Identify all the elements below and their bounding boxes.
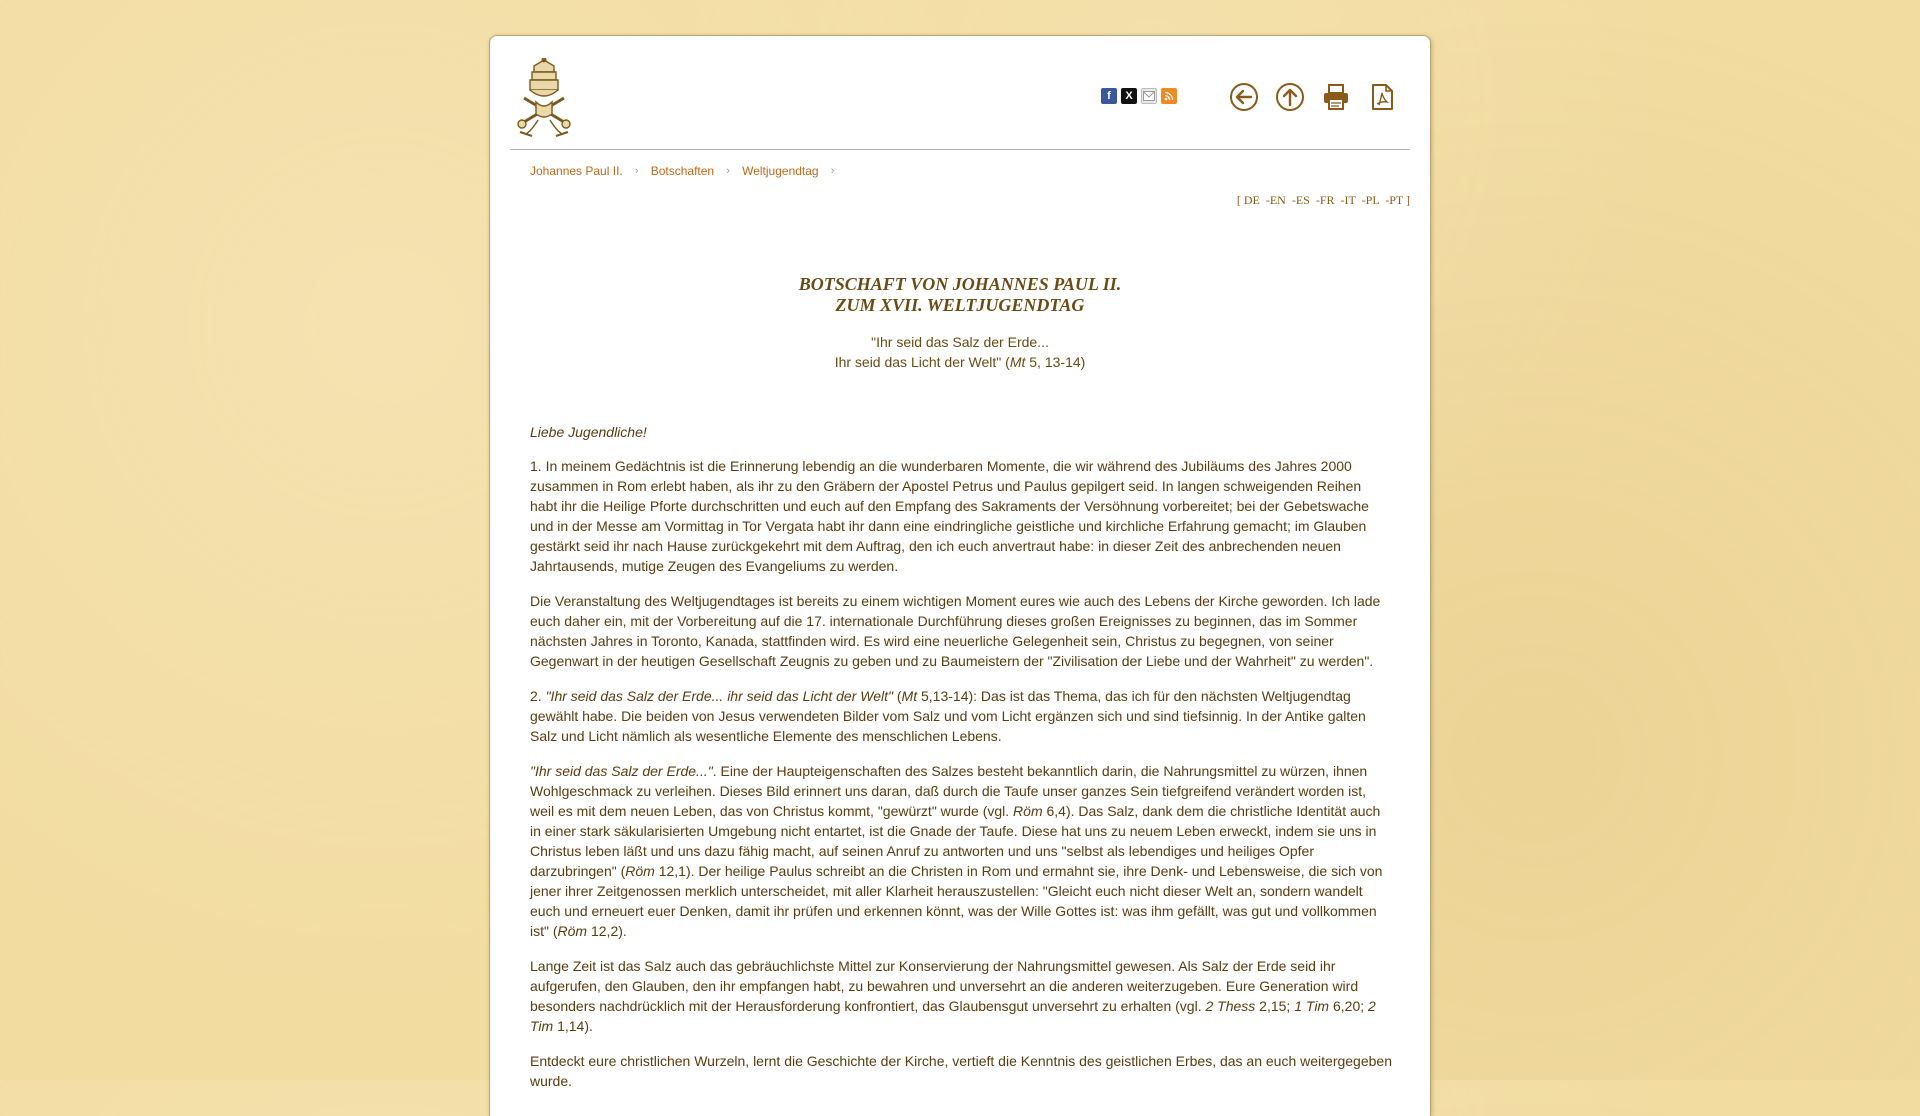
breadcrumb xyxy=(530,164,847,178)
language-es[interactable]: ES xyxy=(1295,193,1310,207)
quote: "Ihr seid das Salz der Erde..." xyxy=(530,763,713,779)
up-arrow-icon[interactable] xyxy=(1274,81,1306,113)
page-container xyxy=(489,35,1431,1116)
paragraph-2: Die Veranstaltung des Weltjugendtages ist bereits zu einem wichtigen Moment eures wie auch des Lebens der Kirche geworden. Ich lade euch daher ein, mit der Vorbereitung auf die 17. internationale Durchführung dieses großen Ereignisses zu beginnen, das im Sommer nächsten Jahres in Toronto, Kanada, stattfinden wird. Es wird eine neuerliche Gelegenheit sein, Christus zu begegnen, von seiner Gegenwart in der heutigen Gesellschaft Zeugnis zu geben und zu Baumeistern der "Zivilisation der Liebe und der Wahrheit" zu werden". xyxy=(530,593,1381,669)
scripture-ref: 2 Tim xyxy=(530,998,1376,1034)
scripture-ref: 1 Tim xyxy=(1294,998,1330,1014)
scripture-ref: Röm xyxy=(557,923,588,939)
x-twitter-icon[interactable]: X xyxy=(1121,88,1137,104)
papal-coat-of-arms-logo[interactable] xyxy=(512,58,576,138)
language-de[interactable]: DE xyxy=(1243,193,1260,207)
scripture-ref: 2 Thess xyxy=(1205,998,1256,1014)
share-icons xyxy=(1101,88,1177,104)
facebook-icon[interactable]: f xyxy=(1101,88,1117,104)
document-body xyxy=(530,422,1392,1106)
paragraph-number: 2. xyxy=(530,688,546,704)
paragraph-1: 1. In meinem Gedächtnis ist die Erinnerung lebendig an die wunderbaren Momente, die wir während des Jubiläums des Jahres 2000 zusammen in Rom erlebt haben, als ihr zu den Gräbern der Apostel Petrus und Paulus gepilgert seid. In langen schweigenden Reihen habt ihr die Heilige Pforte durchschritten und euch auf den Empfang des Sakraments der Versöhnung vorbereitet; bei der Gebetswache und in der Messe am Vormittag in Tor Vergata habt ihr dann eine eindringliche geistliche und kirchliche Erfahrung gemacht; im Glauben gestärkt seid ihr nach Hause zurückgekehrt mit dem Auftrag, den ich euch anvertraut habe: in dieser Zeit des anbrechenden neuen Jahrtausends, mutige Zeugen des Evangeliums zu werden. xyxy=(530,458,1369,574)
header-divider xyxy=(510,149,1410,150)
text-run: Lange Zeit ist das Salz auch das gebräuchlichste Mittel zur Konservierung der Nahrungsmittel gewesen. Als Salz der Erde seid ihr aufgerufen, den Glauben, den ihr empfangen habt, zu bewahren und unversehrt an die anderen weiterzugeben. Eure Generation wird besonders nachdrücklich mit der Herausforderung konfrontiert, das Glaubensgut unversehrt zu erhalten (vgl. xyxy=(530,958,1359,1014)
subtitle-text: Ihr seid das Licht der Welt" ( xyxy=(834,354,1010,370)
breadcrumb-item-johannes-paul[interactable]: Johannes Paul II. xyxy=(530,164,623,178)
document-title xyxy=(490,274,1430,316)
quote: "Ihr seid das Salz der Erde... ihr seid das Licht der Welt" xyxy=(545,688,893,704)
language-en[interactable]: EN xyxy=(1269,193,1286,207)
language-bracket-close: ] xyxy=(1406,193,1410,207)
language-fr[interactable]: FR xyxy=(1319,193,1335,207)
text-run: 6,20; xyxy=(1329,998,1369,1014)
chevron-right-icon: › xyxy=(830,165,835,177)
language-selector: [ DE -EN -ES -FR -IT -PL -PT ] xyxy=(1236,193,1410,207)
language-it[interactable]: IT xyxy=(1344,193,1356,207)
text-run: 12,1). Der heilige Paulus schreibt an die Christen in Rom und ermahnt sie, ihre Denk- und Lebensweise, die sich von jener ihrer Zeitgenossen merklich unterscheidet, mit aller Klarheit herauszustellen: "Gleicht euch nicht dieser Welt an, sondern wandelt euch und erneuert euer Denken, damit ihr prüfen und erkennen könnt, was der Wille Gottes ist: was ihm gefällt, was gut und vollkommen ist" ( xyxy=(530,863,1383,939)
page-header xyxy=(490,36,1430,150)
greeting: Liebe Jugendliche! xyxy=(530,424,647,440)
title-line-2: ZUM XVII. WELTJUGENDTAG xyxy=(835,295,1085,315)
subtitle-text: 5, 13-14) xyxy=(1025,354,1086,370)
language-bracket-open: [ xyxy=(1236,193,1241,207)
chevron-right-icon: › xyxy=(726,165,730,177)
scripture-ref: Röm xyxy=(1013,803,1043,819)
language-pt[interactable]: PT xyxy=(1389,193,1403,207)
paragraph-3 xyxy=(530,686,1392,746)
subtitle-line-1: "Ihr seid das Salz der Erde... xyxy=(871,334,1049,350)
text-run: 1,14). xyxy=(553,1018,593,1034)
document-subtitle xyxy=(490,332,1430,372)
back-arrow-icon[interactable] xyxy=(1228,81,1260,113)
subtitle-line-2 xyxy=(490,352,1430,372)
scripture-ref: Mt xyxy=(901,688,918,704)
paragraph-5 xyxy=(530,956,1392,1036)
scripture-ref: Röm xyxy=(625,863,655,879)
mail-icon[interactable] xyxy=(1141,88,1157,104)
scripture-ref: Mt xyxy=(1009,354,1026,370)
rss-icon[interactable] xyxy=(1161,88,1177,104)
text-run: 12,2). xyxy=(587,923,627,939)
breadcrumb-item-weltjugendtag[interactable]: Weltjugendtag xyxy=(742,164,819,178)
paragraph-4 xyxy=(530,761,1392,941)
page-tools xyxy=(1228,81,1398,113)
text-run: 6,4). Das Salz, dank dem die christliche Identität auch in einer stark säkularisierten Umgebung nicht entartet, ist die Gnade der Taufe. Diese hat uns zu neuem Leben erweckt, indem sie uns in Christus leben läßt und uns dazu fähig macht, auf seinen Anruf zu antworten und uns "selbst als lebendiges und heiliges Opfer darzubringen" ( xyxy=(530,803,1381,879)
text-run: . Eine der Haupteigenschaften des Salzes besteht bekanntlich darin, die Nahrungsmittel zu würzen, ihnen Wohlgeschmack zu verleihen. Dieses Bild erinnert uns daran, daß durch die Taufe unser ganzes Sein tiefgreifend verändert worden ist, weil es mit dem neuen Leben, das von Christus kommt, "gewürzt" wurde (vgl. xyxy=(530,763,1368,819)
paragraph-6: Entdeckt eure christlichen Wurzeln, lernt die Geschichte der Kirche, vertieft die Kenntnis des geistlichen Erbes, das an euch weitergegeben wurde. xyxy=(530,1053,1392,1089)
text-run: ( xyxy=(892,688,902,704)
language-pl[interactable]: PL xyxy=(1365,193,1380,207)
printer-icon[interactable] xyxy=(1320,81,1352,113)
pdf-icon[interactable] xyxy=(1366,81,1398,113)
text-run: 2,15; xyxy=(1255,998,1295,1014)
text-run: 5,13-14): Das ist das Thema, das ich für den nächsten Weltjugendtag gewählt habe. Die beiden von Jesus verwendeten Bilder vom Salz und vom Licht ergänzen sich und sind tiefsinnig. In der Antike galten Salz und Licht nämlich als wesentliche Elemente des menschlichen Lebens. xyxy=(530,688,1366,744)
chevron-right-icon: › xyxy=(634,165,639,177)
breadcrumb-item-botschaften[interactable]: Botschaften xyxy=(650,164,715,178)
title-line-1: BOTSCHAFT VON JOHANNES PAUL II. xyxy=(798,274,1122,294)
